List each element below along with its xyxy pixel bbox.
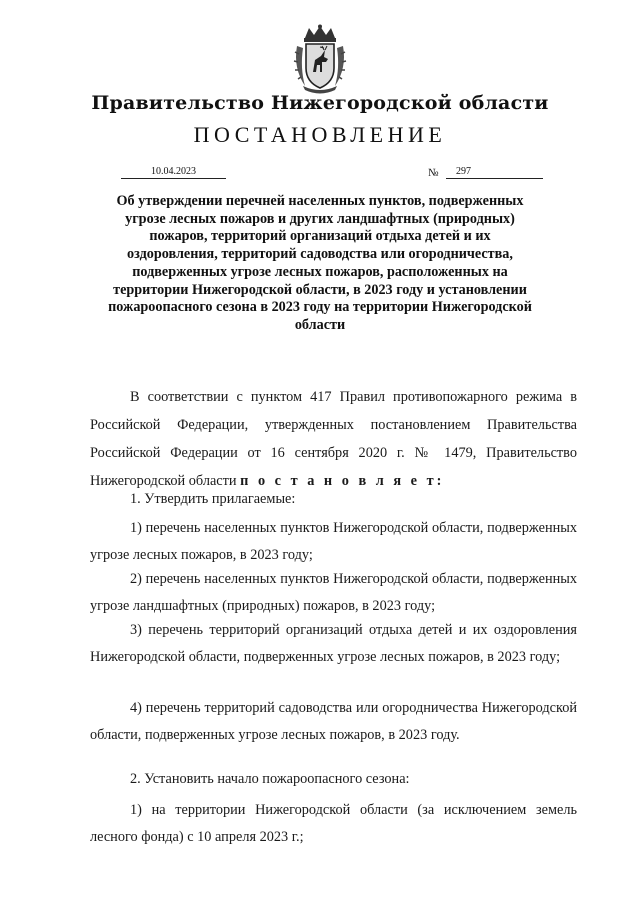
coat-of-arms-icon [291,24,349,94]
preamble-text: В соответствии с пунктом 417 Правил противопожарного режима в Российской Федерации, утвержденных постановлением Правительства Российской Федерации от 16 сентября 2020 г. № 1479, Правительство Нижегородской области [90,389,577,489]
document-number-field [446,166,543,179]
item-2-1 [90,797,577,851]
decrees-word: п о с т а н о в л я е т: [240,473,445,489]
document-date: 10.04.2023 [121,166,226,179]
preamble [90,383,577,495]
number-label: № [428,167,439,179]
item-1-3 [90,617,577,671]
item-1-1 [90,515,577,569]
document-number: 297 [456,166,471,177]
item-1 [90,488,577,510]
item-1-4 [90,695,577,749]
item-1-2 [90,566,577,620]
item-1-text: 1. Утвердить прилагаемые: [130,491,296,507]
item-1-3-text: 3) перечень территорий организаций отдыха детей и их оздоровления Нижегородской области, подверженных угрозе лесных пожаров, в 2023 году; [90,622,577,665]
item-2 [90,768,577,790]
government-name: Правительство Нижегородской области [91,92,549,114]
item-2-1-text: 1) на территории Нижегородской области (за исключением земель лесного фонда) с 10 апреля 2023 г.; [90,802,577,845]
document-type: ПОСТАНОВЛЕНИЕ [193,122,447,147]
item-1-4-text: 4) перечень территорий садоводства или огородничества Нижегородской области, подверженных угрозе лесных пожаров, в 2023 году. [90,700,577,743]
document-title: Об утверждении перечней населенных пунктов, подверженных угрозе лесных пожаров и других ландшафтных (природных) пожаров, территорий организаций отдыха детей и их оздоровления, территорий садоводства или огородничества, подверженных угрозе лесных пожаров, расположенных на территории Нижегородской области, в 2023 году и установлении пожароопасного сезона в 2023 году на территории Нижегородской области [108,193,532,333]
item-2-text: 2. Установить начало пожароопасного сезона: [130,771,410,787]
item-1-1-text: 1) перечень населенных пунктов Нижегородской области, подверженных угрозе лесных пожаров, в 2023 году; [90,520,577,563]
item-1-2-text: 2) перечень населенных пунктов Нижегородской области, подверженных угрозе ландшафтных (природных) пожаров, в 2023 году; [90,571,577,614]
